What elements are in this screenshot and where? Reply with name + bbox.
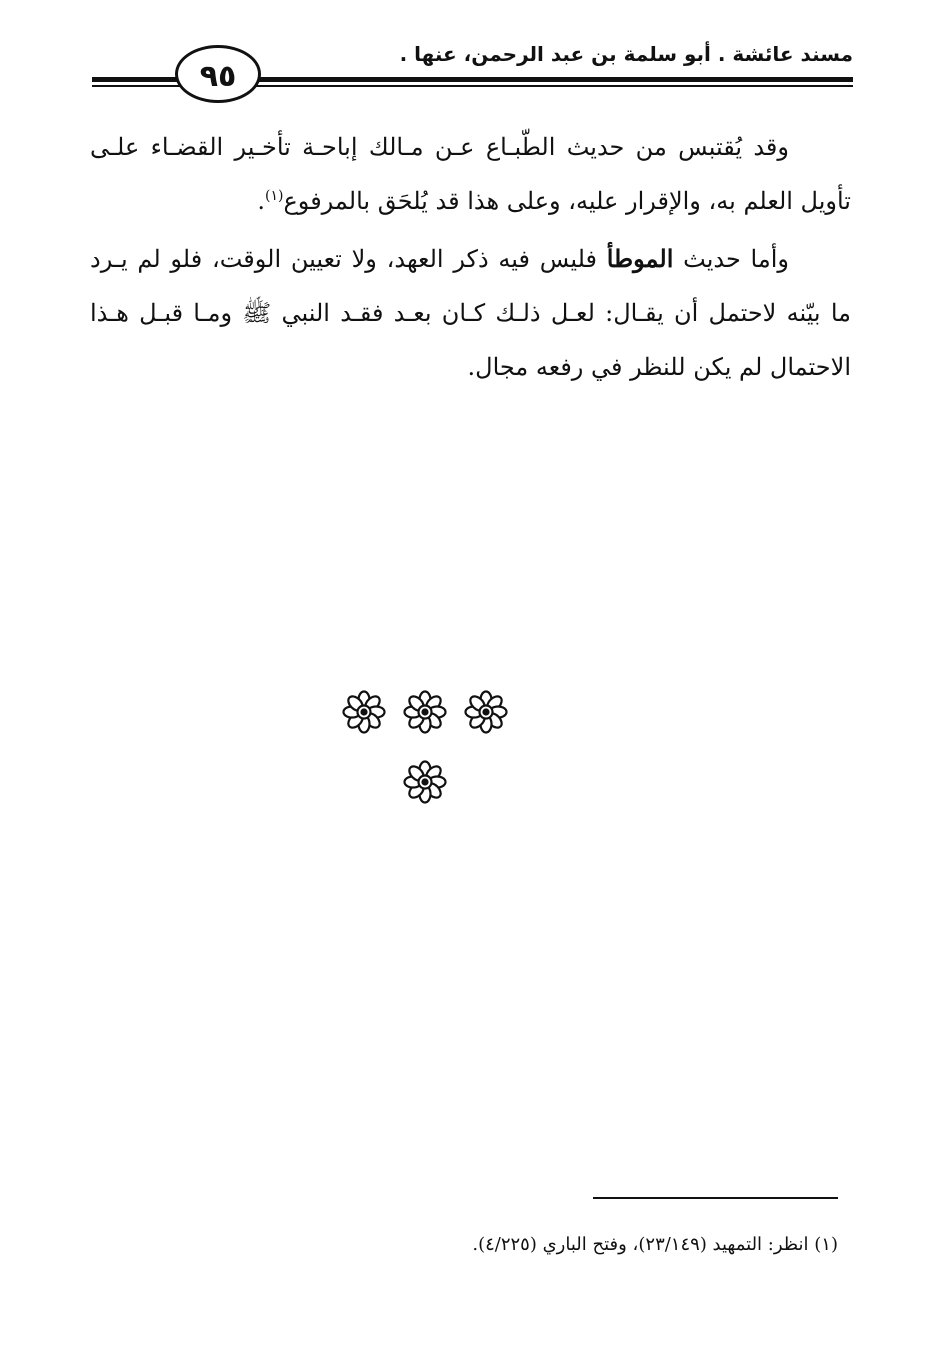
paragraph-2-rest: فليس فيه ذكر العهد، ولا تعيين الوقت، فلو لم يـرد ما بيّنه لاحتمل أن يقـال: لعـل ذلـك كـان بعـد فقـد النبي ﷺ ومـا قبـل هـذا الاحتمال لم يكن للنظر في رفعه مجال. — [90, 245, 851, 381]
page-number: ٩٥ — [175, 45, 261, 103]
paragraph-1 — [90, 120, 851, 228]
footnote-1: (١) انظر: التمهيد (٢٣/١٤٩)، وفتح الباري (٤/٢٢٥). — [472, 1234, 838, 1255]
paragraph-1-text: وقد يُقتبس من حديث الطّبـاع عـن مـالك إباحـة تأخـير القضـاء علـى تأويل العلم به، والإقرار عليه، وعلى هذا قد يُلحَق بالمرفوع — [90, 133, 851, 215]
flower-ornament-icon — [403, 690, 447, 734]
paragraph-2 — [90, 232, 851, 394]
paragraph-1-end: . — [257, 187, 266, 215]
section-ornaments — [330, 690, 530, 820]
running-head: مسند عائشة . أبو سلمة بن عبد الرحمن، عنها . — [399, 42, 853, 66]
paragraph-2-bold: الموطأ — [606, 244, 674, 273]
flower-ornament-icon — [342, 690, 386, 734]
paragraph-2-start: وأما حديث — [673, 245, 789, 273]
flower-ornament-icon — [403, 760, 447, 804]
flower-ornament-icon — [464, 690, 508, 734]
footnote-separator — [593, 1197, 838, 1199]
footnote-ref-1: (١) — [265, 188, 284, 204]
body-text — [90, 120, 851, 394]
